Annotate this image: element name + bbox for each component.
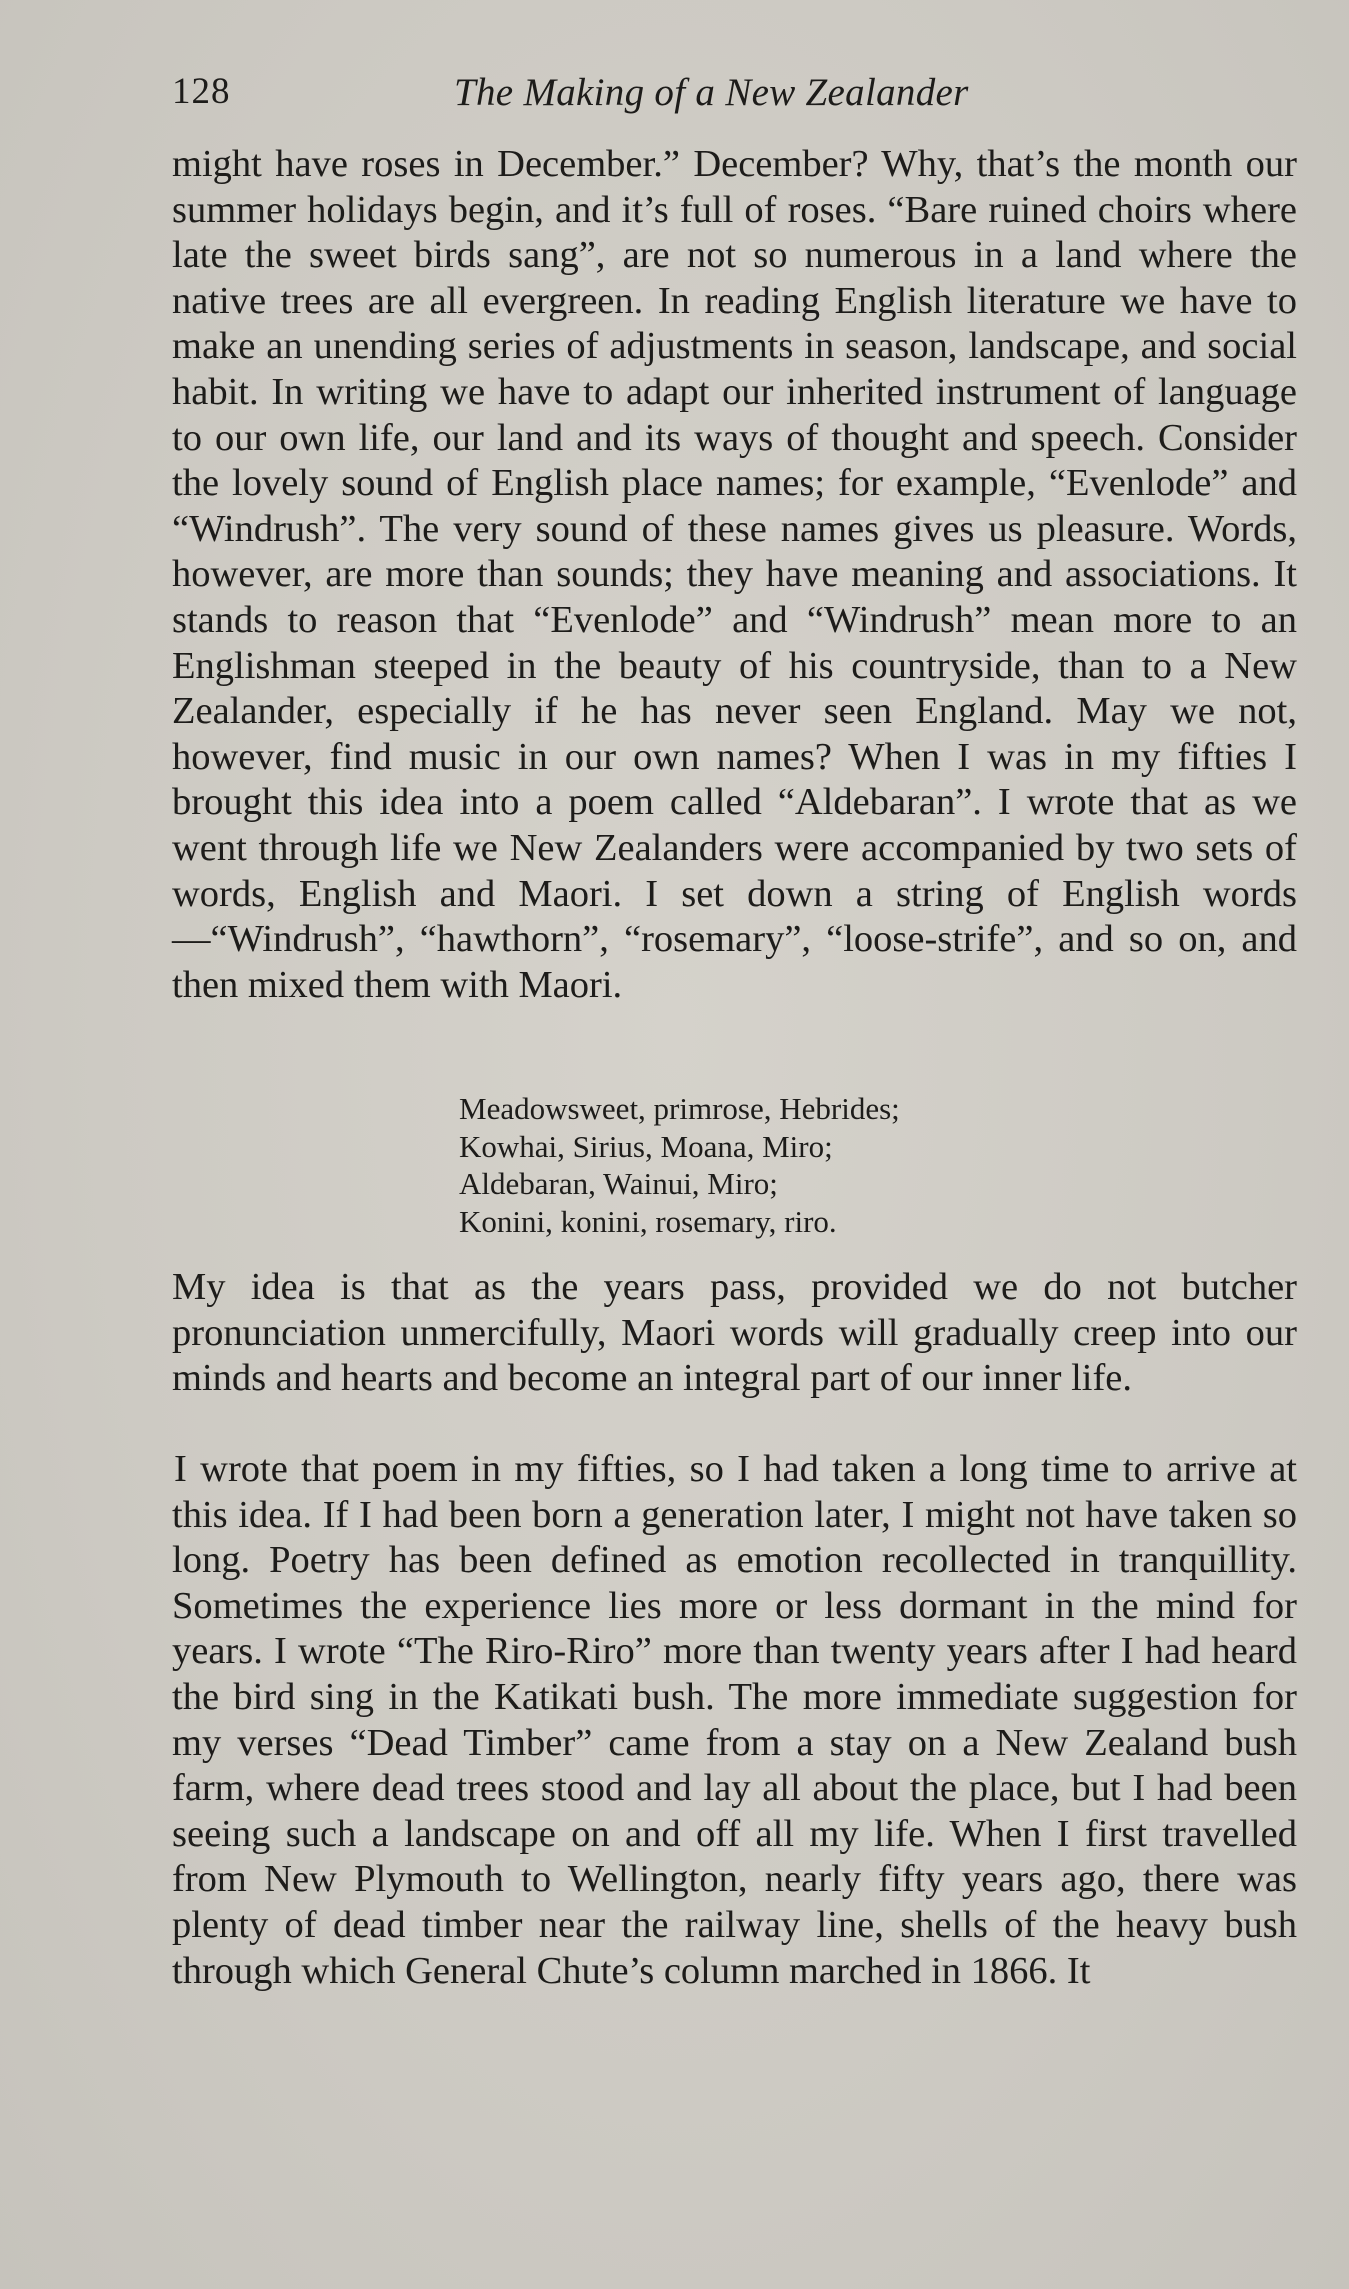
paragraph-poem-history: I wrote that poem in my fifties, so I had taken a long time to arrive at this idea. If I had been born a generation later, I might not have taken so long. Poetry has been defined as emotion recollected in tranquillity. Sometimes the experience lies more or less dormant in the mind for years. I wrote “The Riro-Riro” more than twenty years after I had heard the bird sing in the Katikati bush. The more immediate suggestion for my verses “Dead Timber” came from a stay on a New Zealand bush farm, where dead trees stood and lay all about the place, but I had been seeing such a landscape on and off all my life. When I first travelled from New Plymouth to Wellington, nearly fifty years ago, there was plenty of dead timber near the railway line, shells of the heavy bush through which General Chute’s column marched in 1866. It (172, 1448, 1297, 1992)
paragraph-continuation: might have roses in December.” December? Why, that’s the month our summer holidays begin, and it’s full of roses. “Bare ruined choirs where late the sweet birds sang”, are not so numerous in a land where the native trees are all evergreen. In reading English literature we have to make an unending series of adjustments in season, landscape, and social habit. In writing we have to adapt our inherited instrument of language to our own life, our land and its ways of thought and speech. Consider the lovely sound of English place names; for example, “Evenlode” and “Windrush”. The very sound of these names gives us pleasure. Words, however, are more than sounds; they have meaning and associations. It stands to reason that “Evenlode” and “Windrush” mean more to an Englishman steeped in the beauty of his countryside, than to a New Zealander, especially if he has never seen England. May we not, however, find music in our own names? When I was in my fifties I brought this idea into a poem called “Aldebaran”. I wrote that as we went through life we New Zealanders were accompanied by two sets of words, English and Maori. I set down a string of English words—“Windrush”, “hawthorn”, “rosemary”, “loose-strife”, and so on, and then mixed them with Maori. (172, 143, 1297, 1006)
running-head (172, 70, 1297, 126)
poem-line: Aldebaran, Wainui, Miro; (459, 1166, 778, 1201)
poem-line: Konini, konini, rosemary, riro. (459, 1203, 837, 1239)
page-number: 128 (172, 71, 231, 112)
poem-line: Kowhai, Sirius, Moana, Miro; (459, 1128, 833, 1164)
poem-line: Meadowsweet, primrose, Hebrides; (459, 1091, 900, 1126)
running-title: The Making of a New Zealander (454, 71, 969, 114)
poem-excerpt (459, 1090, 1099, 1240)
paragraph-idea: My idea is that as the years pass, provided we do not butcher pronunciation unmercifully, Maori words will gradually creep into our minds and hearts and become an integral part of our inner life. (172, 1266, 1297, 1400)
